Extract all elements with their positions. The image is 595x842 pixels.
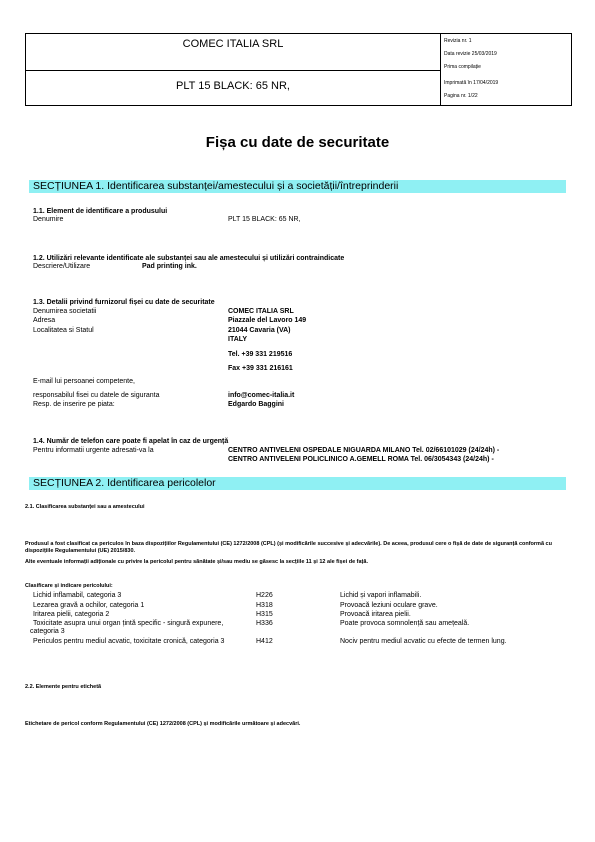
s13-value-0: COMEC ITALIA SRL [228, 308, 294, 315]
s14-value-1: CENTRO ANTIVELENI OSPEDALE NIGUARDA MILANO Tel. 02/66101029 (24/24h) - [228, 447, 500, 454]
market-responsible-label: Resp. de inserire pe piata: [33, 401, 115, 408]
print-date: Imprimată în 17/04/2019 [444, 80, 499, 86]
hazard-desc-3: Poate provoca somnolență sau amețeală. [340, 620, 470, 627]
header-divider-horizontal [26, 70, 440, 71]
classification-title: Clasificare și indicare pericolului: [25, 583, 113, 589]
header-box [25, 33, 572, 106]
hazard-desc-4: Nociv pentru mediul acvatic cu efecte de termen lung. [340, 638, 507, 645]
s13-label-0: Denumirea societatii [33, 308, 97, 315]
s14-title: 1.4. Număr de telefon care poate fi apelat în caz de urgență [33, 438, 229, 445]
s13-value-2: 21044 Cavaria (VA) [228, 327, 291, 334]
s12-label: Descriere/Utilizare [33, 263, 91, 270]
s13-value-1: Piazzale del Lavoro 149 [228, 317, 307, 324]
product-name: PLT 15 BLACK: 65 NR, [176, 80, 290, 92]
email-label: E-mail lui persoanei competente, [33, 378, 135, 385]
additional-info-paragraph: Alte eventuale informații adiționale cu privire la pericolul pentru sănătate și/sau mediu se găsesc la secțiile 11 și 12 ale fișei de față. [25, 559, 368, 565]
document-title: Fișa cu date de securitate [205, 134, 390, 151]
hazard-desc-0: Lichid și vapori inflamabili. [340, 592, 422, 599]
s13-value-4: Tel. +39 331 219516 [228, 351, 293, 358]
label-paragraph: Etichetare de pericol conform Regulamentului (CE) 1272/2008 (CPL) și modificările următoare și adecvări. [25, 721, 301, 727]
s11-label: Denumire [33, 216, 64, 223]
company-name: COMEC ITALIA SRL [182, 38, 284, 50]
s11-value: PLT 15 BLACK: 65 NR, [228, 216, 301, 223]
hazard-name-0: Lichid inflamabil, categoria 3 [33, 592, 122, 599]
hazard-name-2: Iritarea pielii, categoria 2 [33, 611, 110, 618]
first-compilation: Prima compilație [444, 64, 481, 70]
s14-label: Pentru informatii urgente adresati-va la [33, 447, 154, 454]
responsible-email[interactable]: info@comec-italia.it [228, 392, 295, 399]
s13-value-3: ITALY [228, 336, 248, 343]
hazard-code-3: H336 [256, 620, 273, 627]
header-divider-vertical [440, 34, 441, 105]
s13-value-5: Fax +39 331 216161 [228, 365, 293, 372]
s14-value-2: CENTRO ANTIVELENI POLICLINICO A.GEMELL ROMA Tel. 06/3054343 (24/24h) - [228, 456, 494, 463]
hazard-name-1: Lezarea gravă a ochilor, categoria 1 [33, 602, 145, 609]
s11-title: 1.1. Element de identificare a produsului [33, 208, 168, 215]
hazard-code-2: H315 [256, 611, 273, 618]
market-responsible-value: Edgardo Baggini [228, 401, 284, 408]
s12-title: 1.2. Utilizări relevante identificate ale substanței sau ale amestecului și utilizări contraindicate [33, 255, 345, 262]
s21-title: 2.1. Clasificarea substanței sau a amestecului [25, 504, 145, 510]
s22-title: 2.2. Elemente pentru etichetă [25, 684, 102, 690]
hazard-code-0: H226 [256, 592, 273, 599]
s13-label-1: Adresa [33, 317, 56, 324]
revision-date: Data revizie 25/03/2019 [444, 51, 497, 57]
revision-number: Revizia nr. 1 [444, 38, 472, 44]
section2-header: SECȚIUNEA 2. Identificarea pericolelor [29, 477, 566, 490]
hazard-name-4: Periculos pentru mediul acvatic, toxicitate cronică, categoria 3 [33, 638, 225, 645]
s13-title: 1.3. Detalii privind furnizorul fișei cu date de securitate [33, 299, 215, 306]
hazard-code-1: H318 [256, 602, 273, 609]
s13-label-2: Localitatea si Statul [33, 327, 94, 334]
hazard-desc-2: Provoacă iritarea pielii. [340, 611, 411, 618]
responsible-label: responsabilul fisei cu datele de siguranta [33, 392, 160, 399]
hazard-code-4: H412 [256, 638, 273, 645]
hazard-desc-1: Provoacă leziuni oculare grave. [340, 602, 438, 609]
page-number: Pagina nr. 1/22 [444, 93, 478, 99]
classification-paragraph: Produsul a fost clasificat ca periculos în baza dispozițiilor Regulamentului (CE) 1272/2008 (CPL) (și modificările succesive și adecvările). De aceea, produsul cere o fișă de date de siguranță conformă cu dispozițiile Regulamentului (UE) 2015/830. [25, 541, 552, 554]
hazard-name-3: Toxicitate asupra unui organ țintă specific - singură expunere, categoria 3 [30, 620, 224, 635]
s12-value: Pad printing ink. [142, 263, 197, 270]
section1-header: SECȚIUNEA 1. Identificarea substanței/amestecului și a societății/întreprinderii [29, 180, 566, 193]
